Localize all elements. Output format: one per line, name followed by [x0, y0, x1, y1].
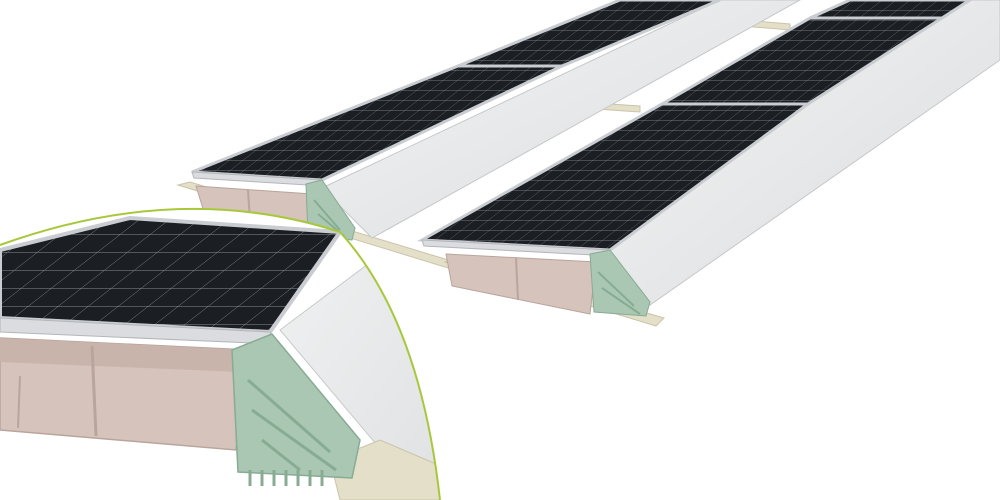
ballast-tray	[446, 254, 596, 314]
solar-panel	[810, 0, 970, 18]
